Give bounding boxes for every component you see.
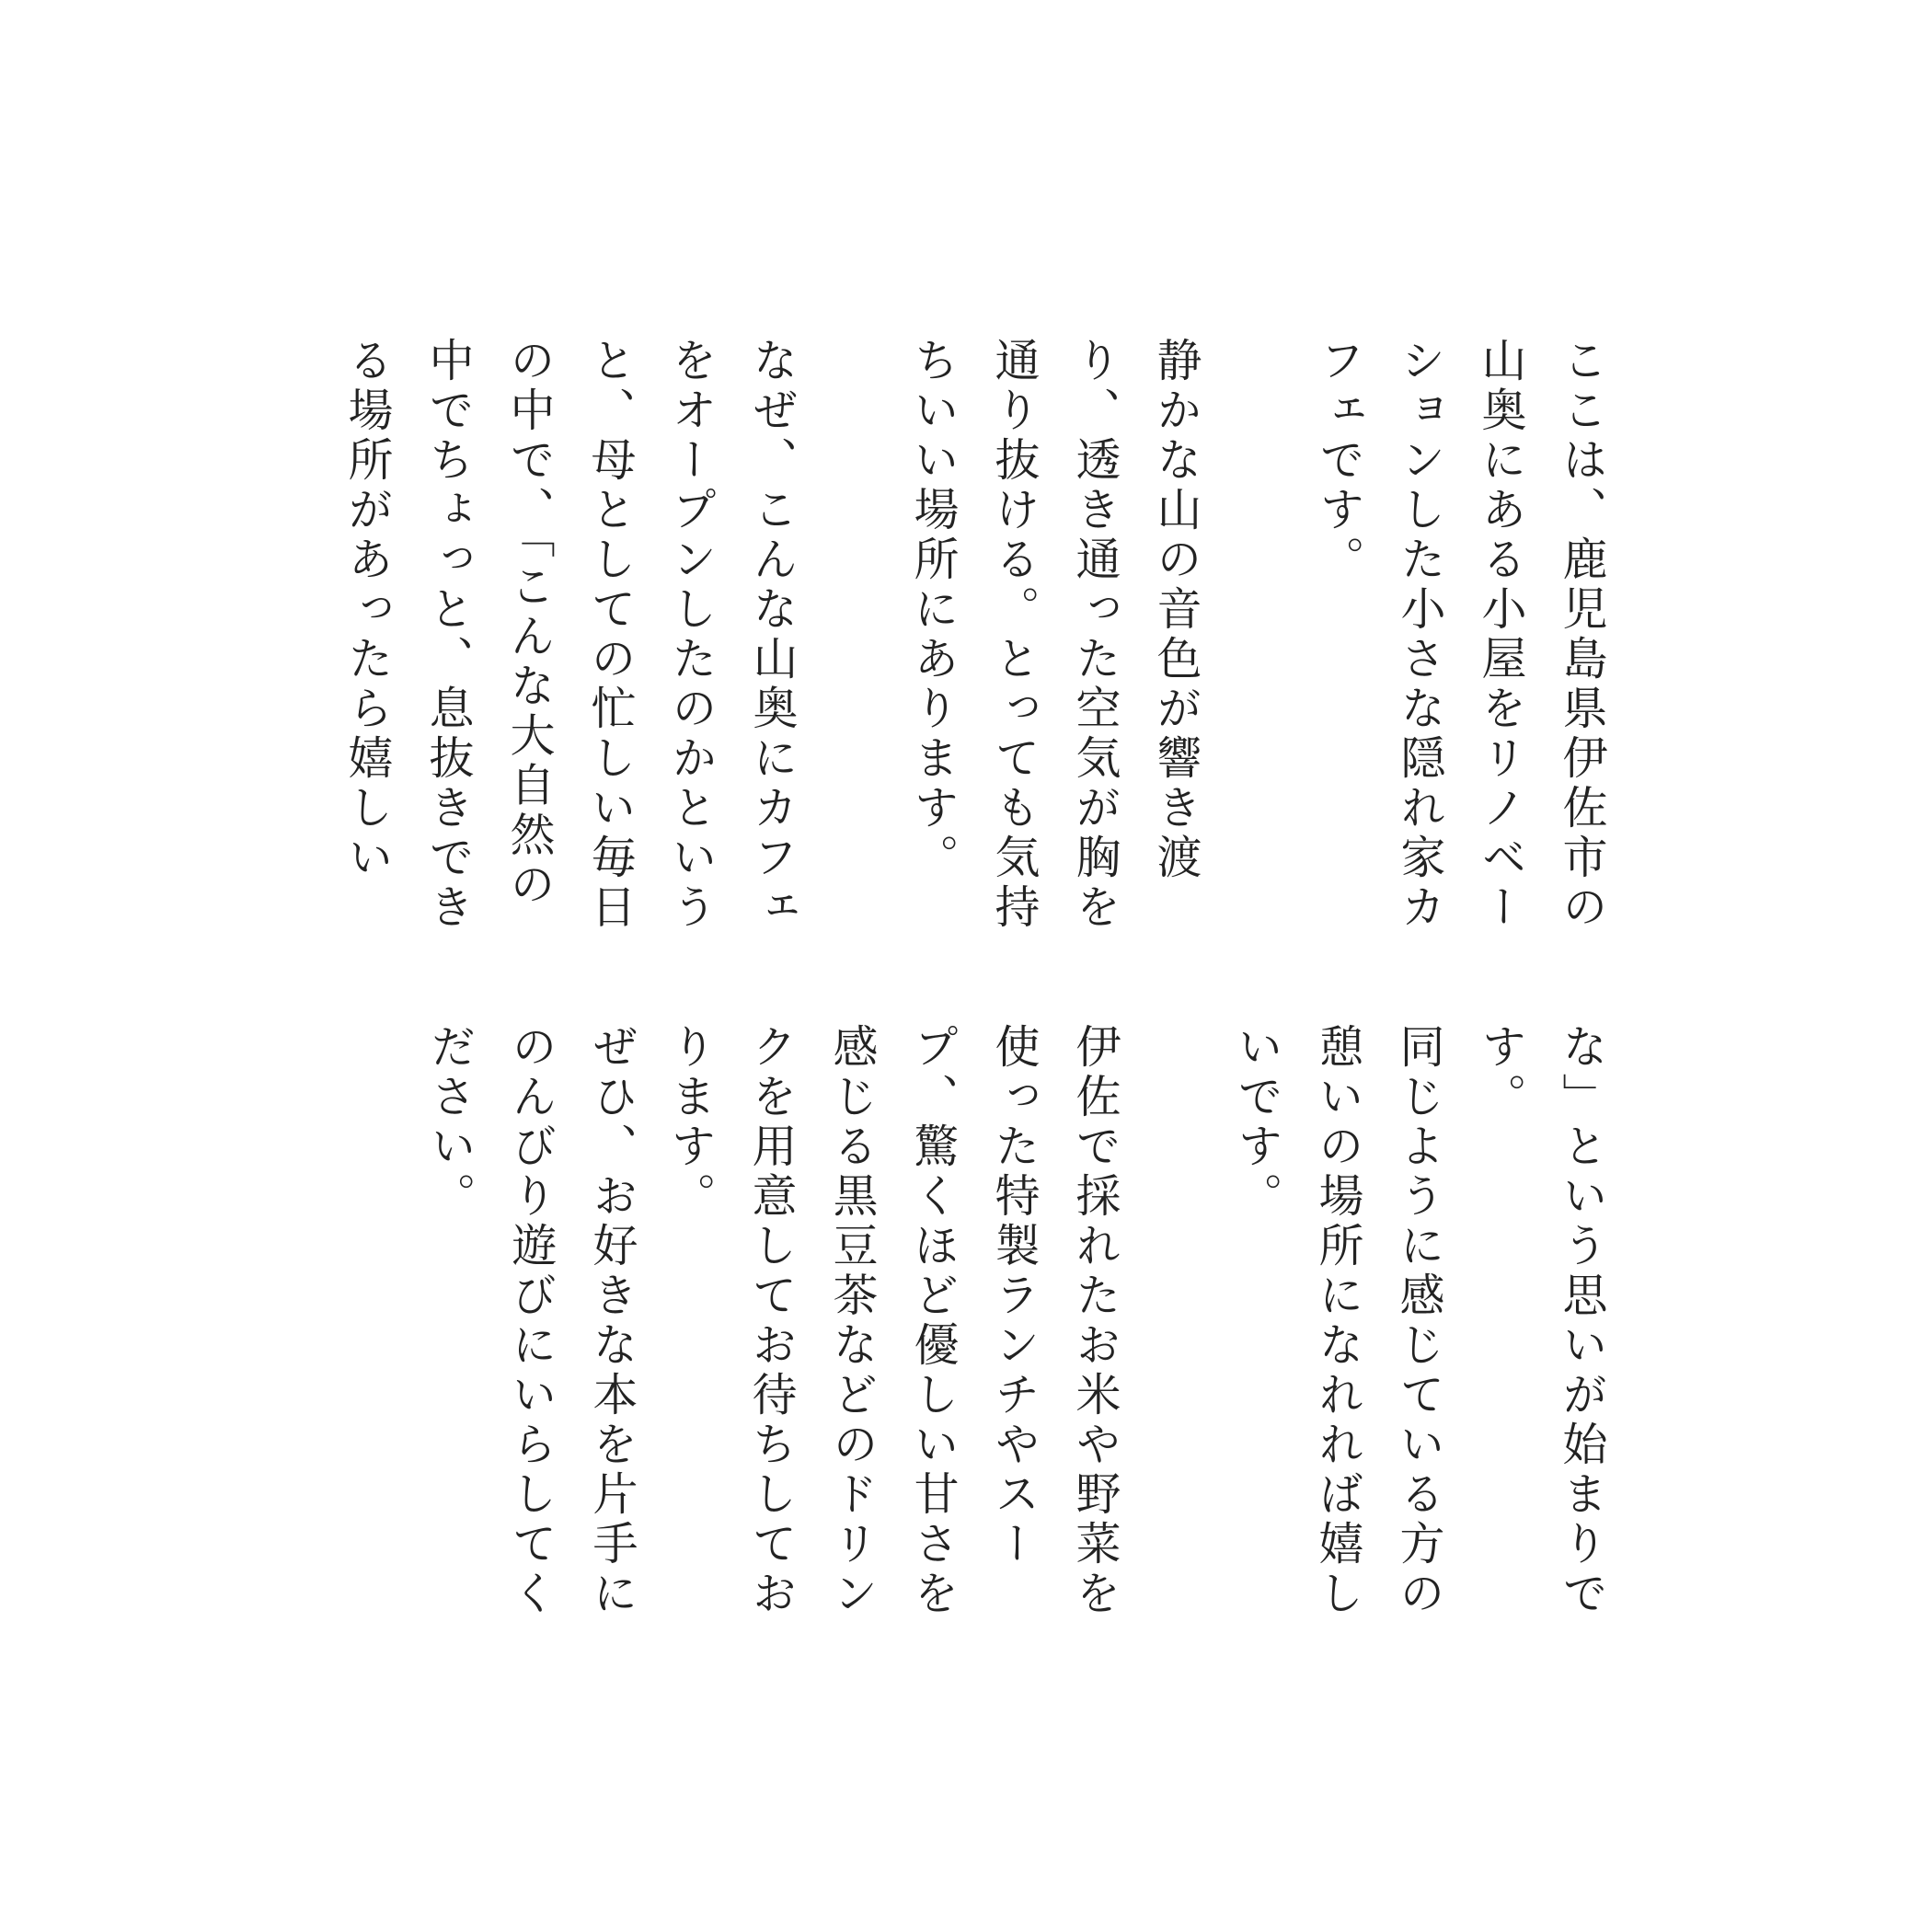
paragraph-mountain: 静かな山の音色が響き渡 り、透き通った空気が胸を 通り抜ける。とっても気持 ちいい場所にあります。 <box>907 337 1202 933</box>
paragraph-why: なぜ、こんな山奥にカフェ をオープンしたのかという と、母としての忙しい毎日 の中で、「こんな大自然の 中でちょっと、息抜きでき る場所があったら嬉しい <box>341 337 799 933</box>
paragraph-same: 同じように感じている方の 憩いの場所になれれば嬉し いです。 <box>1231 1023 1445 1619</box>
paragraph-invite: ぜひ、お好きな本を片手に のんびり遊びにいらしてく ださい。 <box>424 1023 638 1619</box>
paragraph-intro: ここは、鹿児島県伊佐市の 山奥にある小屋をリノベー ションした小さな隠れ家カ フェです。 <box>1313 337 1608 933</box>
paragraph-food: 伊佐で採れたお米や野菜を 使った特製ランチやスー プ、驚くほど優しい甘さを 感じる黒豆茶などのドリン クを用意してお待ちしてお ります。 <box>664 1023 1121 1619</box>
paragraph-why-continued: な」という思いが始まりで す。 <box>1475 1023 1608 1619</box>
